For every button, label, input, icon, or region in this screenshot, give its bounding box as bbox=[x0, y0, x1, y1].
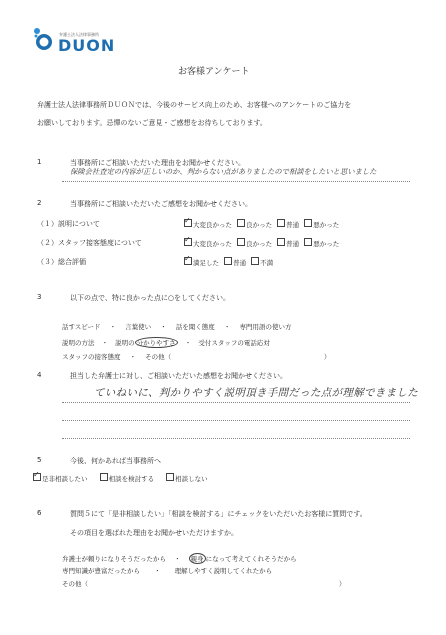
checkbox-icon bbox=[100, 473, 108, 481]
q6-option-caring[interactable]: 親身 になって考えてくれそうだから bbox=[190, 555, 297, 563]
q2-row-1-option-4[interactable]: 悪かった bbox=[304, 221, 339, 229]
checkbox-icon bbox=[304, 219, 312, 227]
q1-number: 1 bbox=[37, 158, 42, 166]
q6-line-1: 弁護士が頼りになりそうだったから ・ 親身 になって考えてくれそうだから bbox=[62, 555, 297, 563]
q5-option-2[interactable]: 相談を検討する bbox=[100, 475, 155, 483]
q2-row-2-option-3[interactable]: 普通 bbox=[277, 240, 299, 248]
q2-row-3-option-2[interactable]: 普通 bbox=[224, 259, 246, 267]
q6-option-other[interactable]: その他（ bbox=[62, 580, 88, 588]
intro-line-2: お願いしております。忌憚のないご意見・ご感想をお待ちしております。 bbox=[37, 119, 267, 127]
q5-options bbox=[33, 473, 208, 483]
q1-answer: 保険会社査定の内容が正しいのか、判からない点がありましたので相談をしたいと思いました bbox=[70, 167, 377, 176]
q1-text: 当事務所にご相談いただいた理由をお聞かせください。 bbox=[70, 159, 245, 167]
q2-row-2-label: （２）スタッフ接客態度について bbox=[37, 239, 142, 247]
q2-row-1-options bbox=[184, 219, 339, 229]
q6-line-3: その他（ ） bbox=[62, 580, 346, 588]
q2-row-2-option-2[interactable]: 良かった bbox=[237, 240, 272, 248]
q3-option-wording[interactable]: 言葉使い bbox=[125, 323, 152, 331]
q2-row-3-label: （３）総合評価 bbox=[37, 258, 86, 266]
q3-option-speed[interactable]: 話すスピード bbox=[62, 323, 101, 331]
checkbox-icon bbox=[224, 257, 232, 265]
q3-number: 3 bbox=[37, 293, 42, 301]
q3-option-listening[interactable]: 話を聞く態度 bbox=[175, 323, 215, 331]
q6-option-explanation[interactable]: 理解しやすく説明してくれたから bbox=[174, 567, 273, 575]
q3-option-method[interactable]: 説明の方法 bbox=[62, 339, 95, 347]
q2-row-1-option-1[interactable]: ✓ 大変良かった bbox=[184, 221, 232, 229]
q2-row-2-option-4[interactable]: 悪かった bbox=[304, 240, 339, 248]
q3-text: 以下の点で、特に良かった点に○をしてください。 bbox=[70, 294, 230, 302]
q3-option-clarity[interactable]: 説明の 分かりやすさ bbox=[115, 339, 176, 347]
checkbox-checked-icon bbox=[184, 219, 192, 227]
q3-line-1: 話すスピード ・ 言葉使い ・ 話を聞く態度 ・ 専門用語の使い方 bbox=[62, 323, 292, 331]
q2-row-2-option-1[interactable]: ✓ 大変良かった bbox=[184, 240, 232, 248]
q2-number: 2 bbox=[37, 199, 42, 207]
q2-row-3-option-3[interactable]: 不満 bbox=[251, 259, 273, 267]
q2-row-3-options bbox=[184, 257, 273, 267]
q3-option-terminology[interactable]: 専門用語の使い方 bbox=[239, 323, 292, 331]
q3-option-staff[interactable]: スタッフの接客態度 bbox=[62, 353, 121, 361]
q6-text: 質問５にて「是非相談したい」「相談を検討する」にチェックをいただいたお客様に質問です。 bbox=[70, 510, 367, 518]
checkbox-icon bbox=[166, 473, 174, 481]
q4-answer: ていねいに、判かりやすく説明頂き手間だった点が理解できました bbox=[94, 387, 418, 399]
q4-text: 担当した弁護士に対し、ご相談いただいた感想をお聞かせください。 bbox=[70, 372, 287, 380]
q6-sub: その項目を選ばれた理由をお聞かせいただけますか。 bbox=[70, 529, 238, 537]
logo-tagline: 弁護士法人法律事務所 bbox=[59, 32, 99, 37]
logo bbox=[32, 26, 122, 56]
checkbox-icon bbox=[237, 238, 245, 246]
q6-option-knowledge[interactable]: 専門知識が豊富だったから bbox=[62, 567, 140, 575]
checkbox-icon bbox=[304, 238, 312, 246]
q5-number: 5 bbox=[37, 456, 42, 464]
q2-row-1-option-2[interactable]: 良かった bbox=[237, 221, 272, 229]
q2-row-1-label: （１）説明について bbox=[37, 220, 100, 228]
q4-answer-line-3 bbox=[62, 438, 410, 439]
checkbox-checked-icon bbox=[184, 257, 192, 265]
checkbox-checked-icon bbox=[33, 473, 41, 481]
q5-option-1[interactable]: ✓是非相談したい bbox=[33, 475, 88, 483]
q3-option-phone[interactable]: 受付スタッフの電話応対 bbox=[198, 339, 270, 347]
intro-line-1: 弁護士法人法律事務所ＤＵＯＮでは、今後のサービス向上のため、お客様へのアンケートのご協力を bbox=[37, 101, 352, 109]
q2-text: 当事務所にご相談いただいたご感想をお聞かせください。 bbox=[70, 200, 252, 208]
q6-number: 6 bbox=[37, 509, 42, 517]
q2-row-1-option-3[interactable]: 普通 bbox=[277, 221, 299, 229]
checkbox-checked-icon bbox=[184, 238, 192, 246]
q3-line-2: 説明の方法 ・ 説明の 分かりやすさ ・ 受付スタッフの電話応対 bbox=[62, 339, 270, 347]
logo-mark-icon bbox=[32, 26, 54, 52]
checkbox-icon bbox=[251, 257, 259, 265]
q2-row-2-options bbox=[184, 238, 339, 248]
q4-answer-line-2 bbox=[62, 420, 410, 421]
q3-line-3: スタッフの接客態度 ・ その他（ ） bbox=[62, 353, 331, 361]
q6-circled-mark: 親身 bbox=[190, 555, 204, 563]
q1-answer-line bbox=[62, 181, 410, 182]
q3-option-other[interactable]: その他（ bbox=[145, 353, 172, 361]
q6-option-reliable[interactable]: 弁護士が頼りになりそうだったから bbox=[62, 555, 166, 563]
checkbox-icon bbox=[237, 219, 245, 227]
q5-text: 今後、何かあれば当事務所へ bbox=[70, 457, 161, 465]
page-title: お客様アンケート bbox=[178, 67, 250, 77]
checkbox-icon bbox=[277, 238, 285, 246]
q6-line-2: 専門知識が豊富だったから ・ 理解しやすく説明してくれたから bbox=[62, 567, 273, 575]
q3-circled-mark: 分かりやすさ bbox=[136, 339, 176, 347]
q5-option-3[interactable]: 相談しない bbox=[166, 475, 208, 483]
q4-answer-line-1 bbox=[62, 402, 410, 403]
logo-name: DUON bbox=[58, 36, 116, 55]
q4-number: 4 bbox=[37, 371, 42, 379]
checkbox-icon bbox=[277, 219, 285, 227]
q2-row-3-option-1[interactable]: ✓ 満足した bbox=[184, 259, 219, 267]
